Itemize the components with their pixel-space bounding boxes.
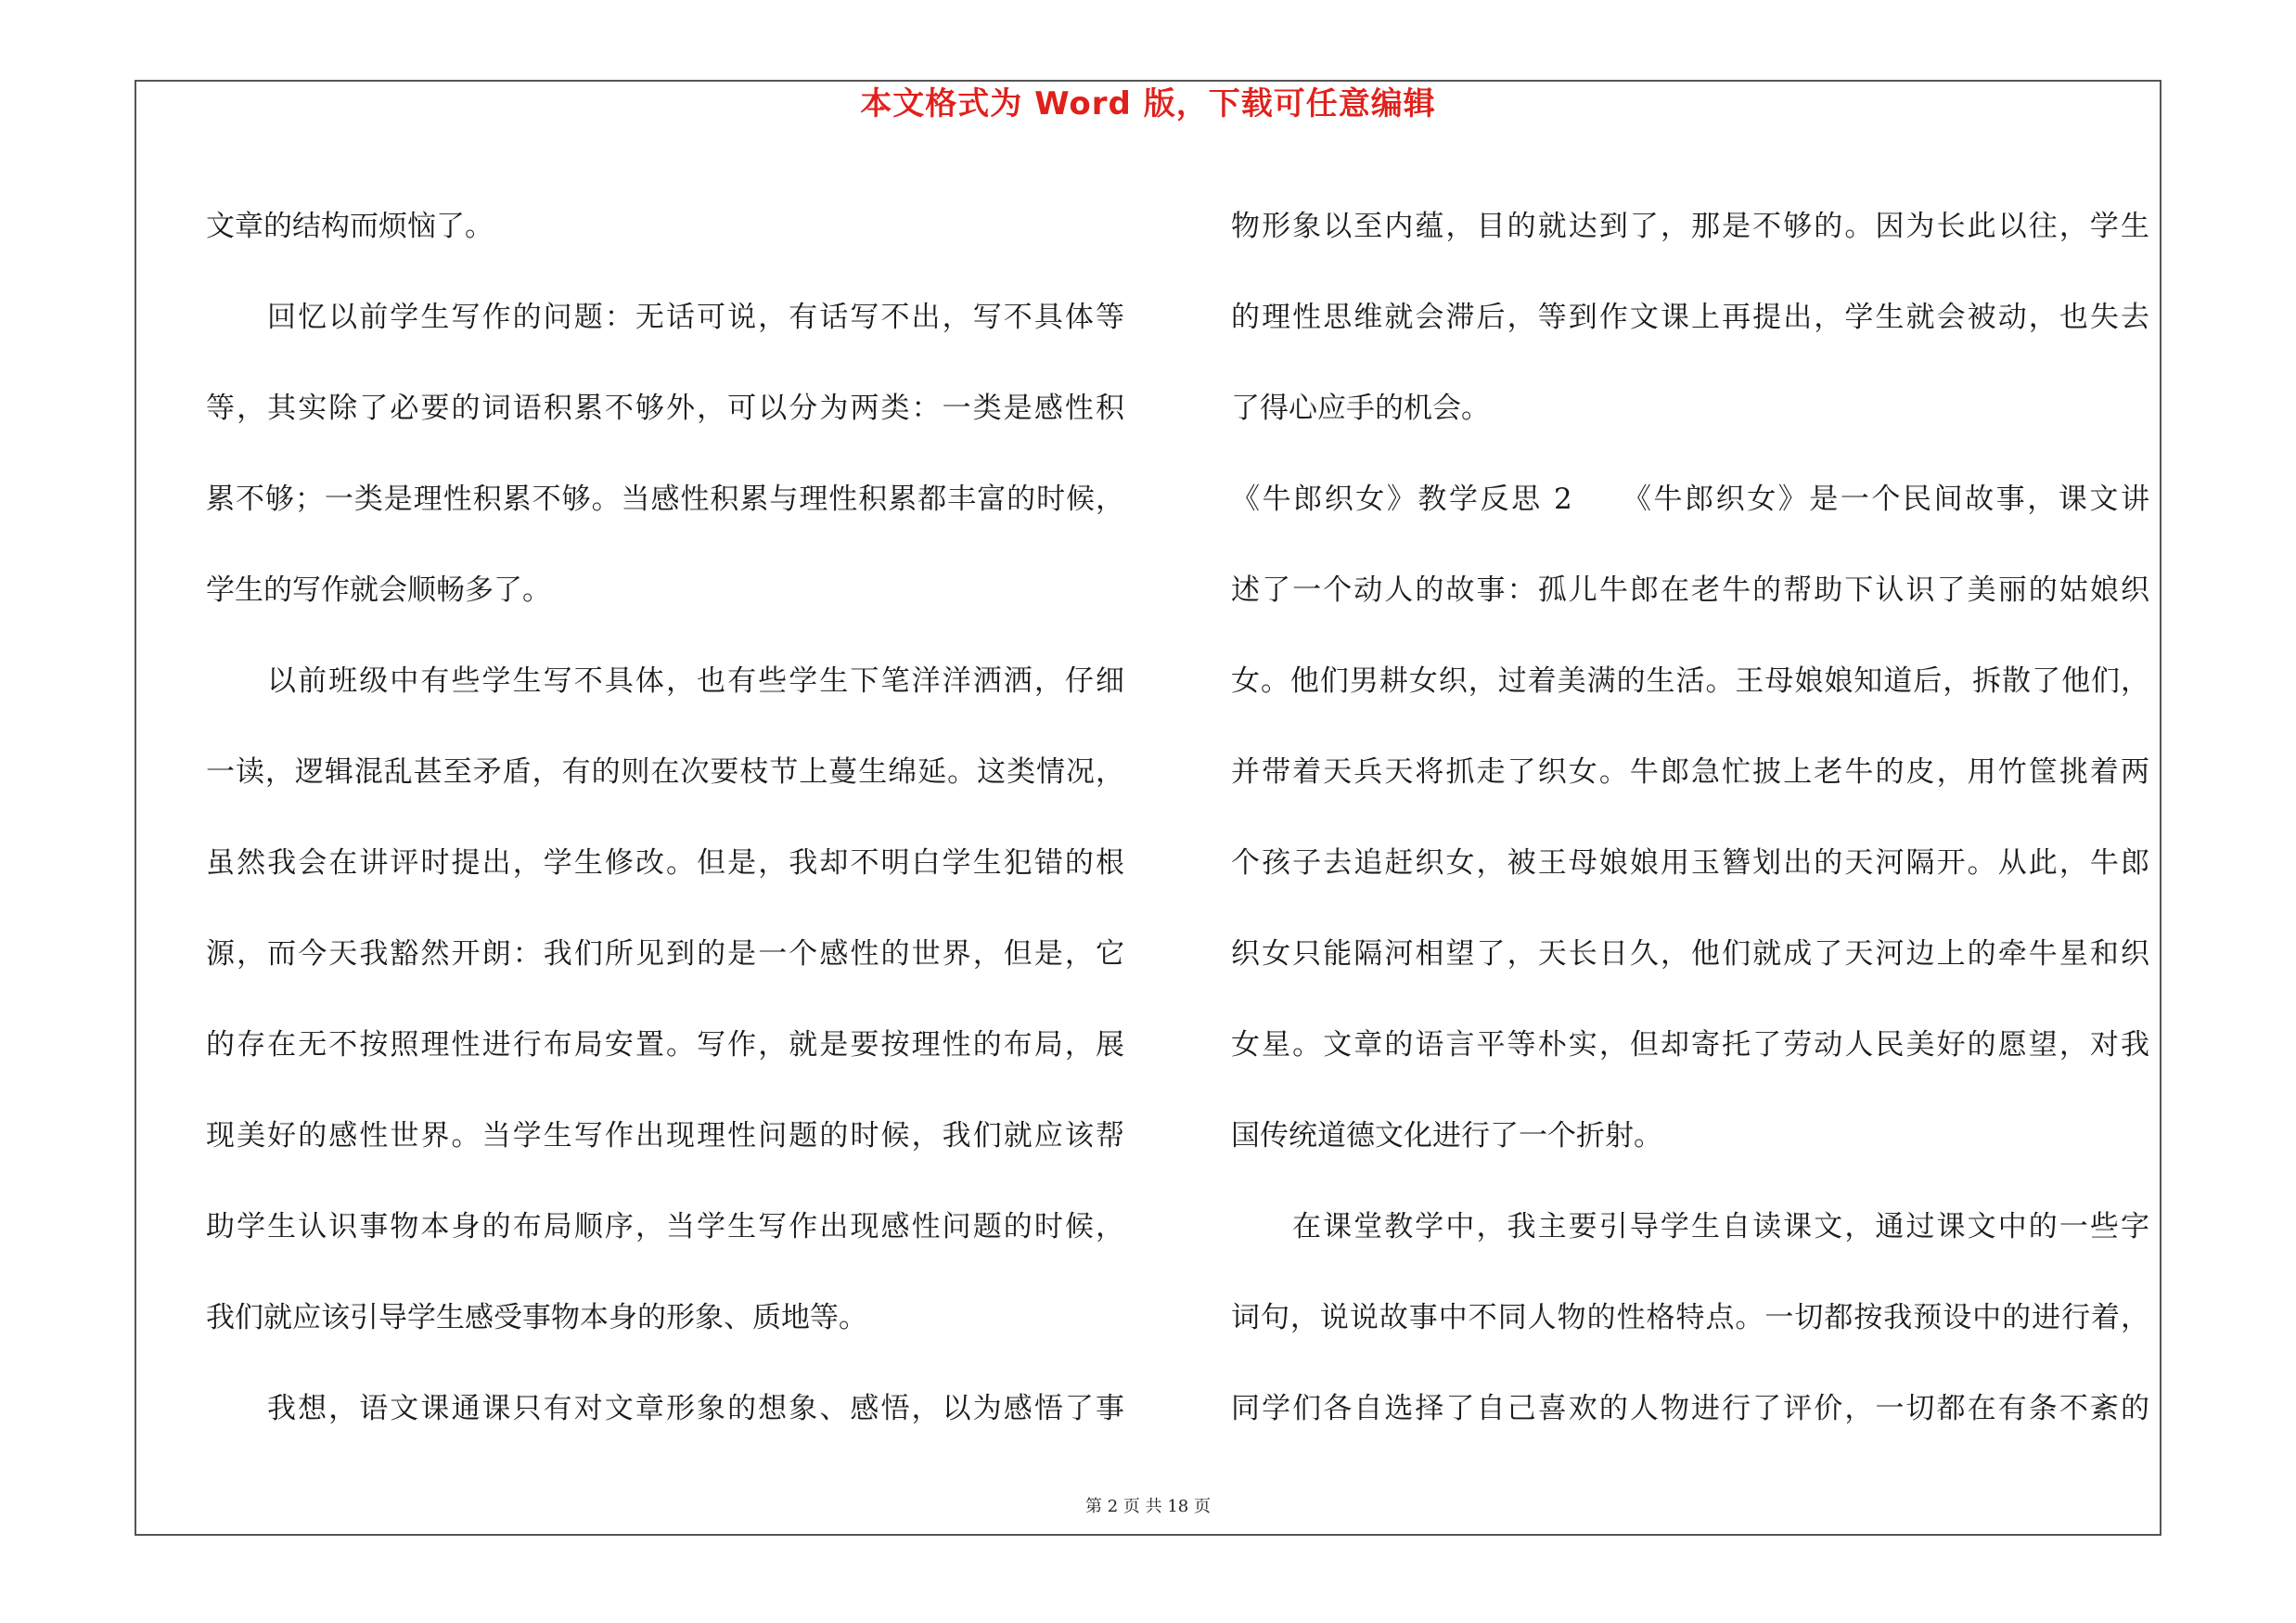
left-text-column: [206, 181, 1124, 1454]
text-line: 累不够；一类是理性积累不够。当感性积累与理性积累都丰富的时候，: [206, 483, 1124, 516]
page-number-footer: 第 2 页 共 18 页: [1085, 1497, 1211, 1516]
text-line: 了得心应手的机会。: [1231, 392, 1490, 425]
text-line: 我想，语文课通课只有对文章形象的想象、感悟，以为感悟了事: [267, 1392, 1124, 1425]
text-line: 源，而今天我豁然开朗：我们所见到的是一个感性的世界，但是，它: [206, 937, 1124, 971]
text-line: 等，其实除了必要的词语积累不够外，可以分为两类：一类是感性积: [206, 392, 1124, 425]
text-line: 回忆以前学生写作的问题：无话可说，有话写不出，写不具体等: [267, 301, 1124, 334]
text-line: 织女只能隔河相望了，天长日久，他们就成了天河边上的牵牛星和织: [1231, 937, 2149, 971]
document-banner: 本文格式为 Word 版，下载可任意编辑: [860, 85, 1436, 122]
text-line: 虽然我会在讲评时提出，学生修改。但是，我却不明白学生犯错的根: [206, 846, 1124, 880]
text-line: 一读，逻辑混乱甚至矛盾，有的则在次要枝节上蔓生绵延。这类情况，: [206, 755, 1124, 789]
text-line: 以前班级中有些学生写不具体，也有些学生下笔洋洋洒洒，仔细: [267, 664, 1124, 698]
text-line: 我们就应该引导学生感受事物本身的形象、质地等。: [206, 1301, 867, 1334]
text-line: 词句，说说故事中不同人物的性格特点。一切都按我预设中的进行着，: [1231, 1301, 2149, 1334]
text-line: 《牛郎织女》教学反思 2 《牛郎织女》是一个民间故事，课文讲: [1231, 483, 2149, 516]
text-line: 学生的写作就会顺畅多了。: [206, 573, 551, 607]
text-line: 女星。文章的语言平等朴实，但却寄托了劳动人民美好的愿望，对我: [1231, 1028, 2149, 1062]
text-line: 在课堂教学中，我主要引导学生自读课文，通过课文中的一些字: [1292, 1210, 2149, 1243]
text-line: 的存在无不按照理性进行布局安置。写作，就是要按理性的布局，展: [206, 1028, 1124, 1062]
text-line: 个孩子去追赶织女，被王母娘娘用玉簪划出的天河隔开。从此，牛郎: [1231, 846, 2149, 880]
text-line: 现美好的感性世界。当学生写作出现理性问题的时候，我们就应该帮: [206, 1119, 1124, 1153]
text-line: 同学们各自选择了自己喜欢的人物进行了评价，一切都在有条不紊的: [1231, 1392, 2149, 1425]
text-line: 物形象以至内蕴，目的就达到了，那是不够的。因为长此以往，学生: [1231, 210, 2149, 243]
text-line: 的理性思维就会滞后，等到作文课上再提出，学生就会被动，也失去: [1231, 301, 2149, 334]
text-line: 助学生认识事物本身的布局顺序，当学生写作出现感性问题的时候，: [206, 1210, 1124, 1243]
right-text-column: [1231, 181, 2149, 1454]
text-line: 国传统道德文化进行了一个折射。: [1231, 1119, 1662, 1153]
text-line: 述了一个动人的故事：孤儿牛郎在老牛的帮助下认识了美丽的姑娘织: [1231, 573, 2149, 607]
text-line: 并带着天兵天将抓走了织女。牛郎急忙披上老牛的皮，用竹筐挑着两: [1231, 755, 2149, 789]
text-line: 女。他们男耕女织，过着美满的生活。王母娘娘知道后，拆散了他们，: [1231, 664, 2149, 698]
text-line: 文章的结构而烦恼了。: [206, 210, 494, 243]
